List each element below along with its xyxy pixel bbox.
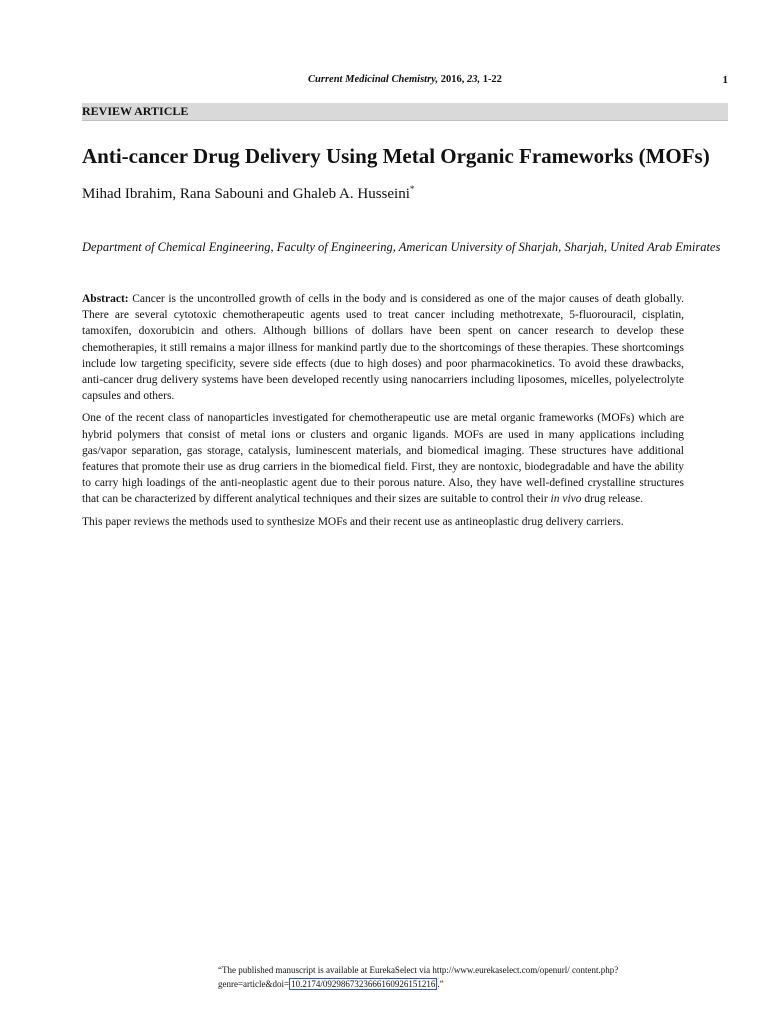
journal-pages: 1-22 xyxy=(480,74,502,85)
corresponding-author-marker: * xyxy=(409,184,415,194)
publication-footnote xyxy=(218,963,638,991)
affiliation: Department of Chemical Engineering, Faculty of Engineering, American University of Sharjah, Sharjah, United Arab Emirates xyxy=(82,240,721,254)
journal-volume: 23, xyxy=(466,74,481,85)
running-head xyxy=(82,74,728,85)
abstract-text-2b: drug release. xyxy=(581,493,644,506)
abstract-paragraph-1 xyxy=(82,291,684,404)
author-list xyxy=(82,186,728,203)
author-names: Mihad Ibrahim, Rana Sabouni and Ghaleb A. Husseini xyxy=(82,186,410,202)
journal-name: Current Medicinal Chemistry, xyxy=(308,74,439,85)
footnote-end: .” xyxy=(437,979,444,989)
abstract-text-1: Cancer is the uncontrolled growth of cells in the body and is considered as one of the major causes of death globally. There are several cytotoxic chemotherapeutic agents used to treat cancer including methotrexate, 5-fluorouracil, cisplatin, tamoxifen, doxorubicin and others. Although billions of dollars have been spent on cancer research to develop these chemotherapies, it still remains a major illness for mankind partly due to the shortcomings of these therapies. These shortcomings include low targeting specificity, severe side effects (due to high doses) and poor pharmacokinetics. To avoid these drawbacks, anti-cancer drug delivery systems have been developed recently using nanocarriers including liposomes, micelles, polyelectrolyte capsules and others. xyxy=(82,293,684,403)
abstract-paragraph-2 xyxy=(82,410,684,507)
article-type-banner: REVIEW ARTICLE xyxy=(82,103,728,121)
journal-year: 2016, xyxy=(438,74,467,85)
doi-link[interactable]: 10.2174/0929867323666160926151216 xyxy=(291,979,436,989)
abstract-section xyxy=(82,291,684,536)
article-title: Anti-cancer Drug Delivery Using Metal Organic Frameworks (MOFs) xyxy=(82,144,710,168)
footnote-text: “The published manuscript is available at EurekaSelect via http://www.eurekaselect.com/openurl/ content.php?genre=article&doi= xyxy=(218,965,619,989)
page-number: 1 xyxy=(722,74,728,86)
abstract-paragraph-3: This paper reviews the methods used to synthesize MOFs and their recent use as antineoplastic drug delivery carriers. xyxy=(82,515,624,528)
abstract-text-2a: One of the recent class of nanoparticles investigated for chemotherapeutic use are metal organic frameworks (MOFs) which are hybrid polymers that consist of metal ions or clusters and organic ligands. MOFs are used in many applications including gas/vapor separation, gas storage, catalysis, luminescent materials, and biomedical imaging. These structures have additional features that promote their use as drug carriers in the biomedical field. First, they are nontoxic, biodegradable and have the ability to carry high loadings of the anti-neoplastic agent due to their porous nature. Also, they have well-defined crystalline structures that can be characterized by different analytical techniques and their sizes are suitable to control their xyxy=(82,412,684,506)
abstract-text-2-italic: in vivo xyxy=(550,493,582,506)
abstract-label: Abstract: xyxy=(82,293,129,305)
